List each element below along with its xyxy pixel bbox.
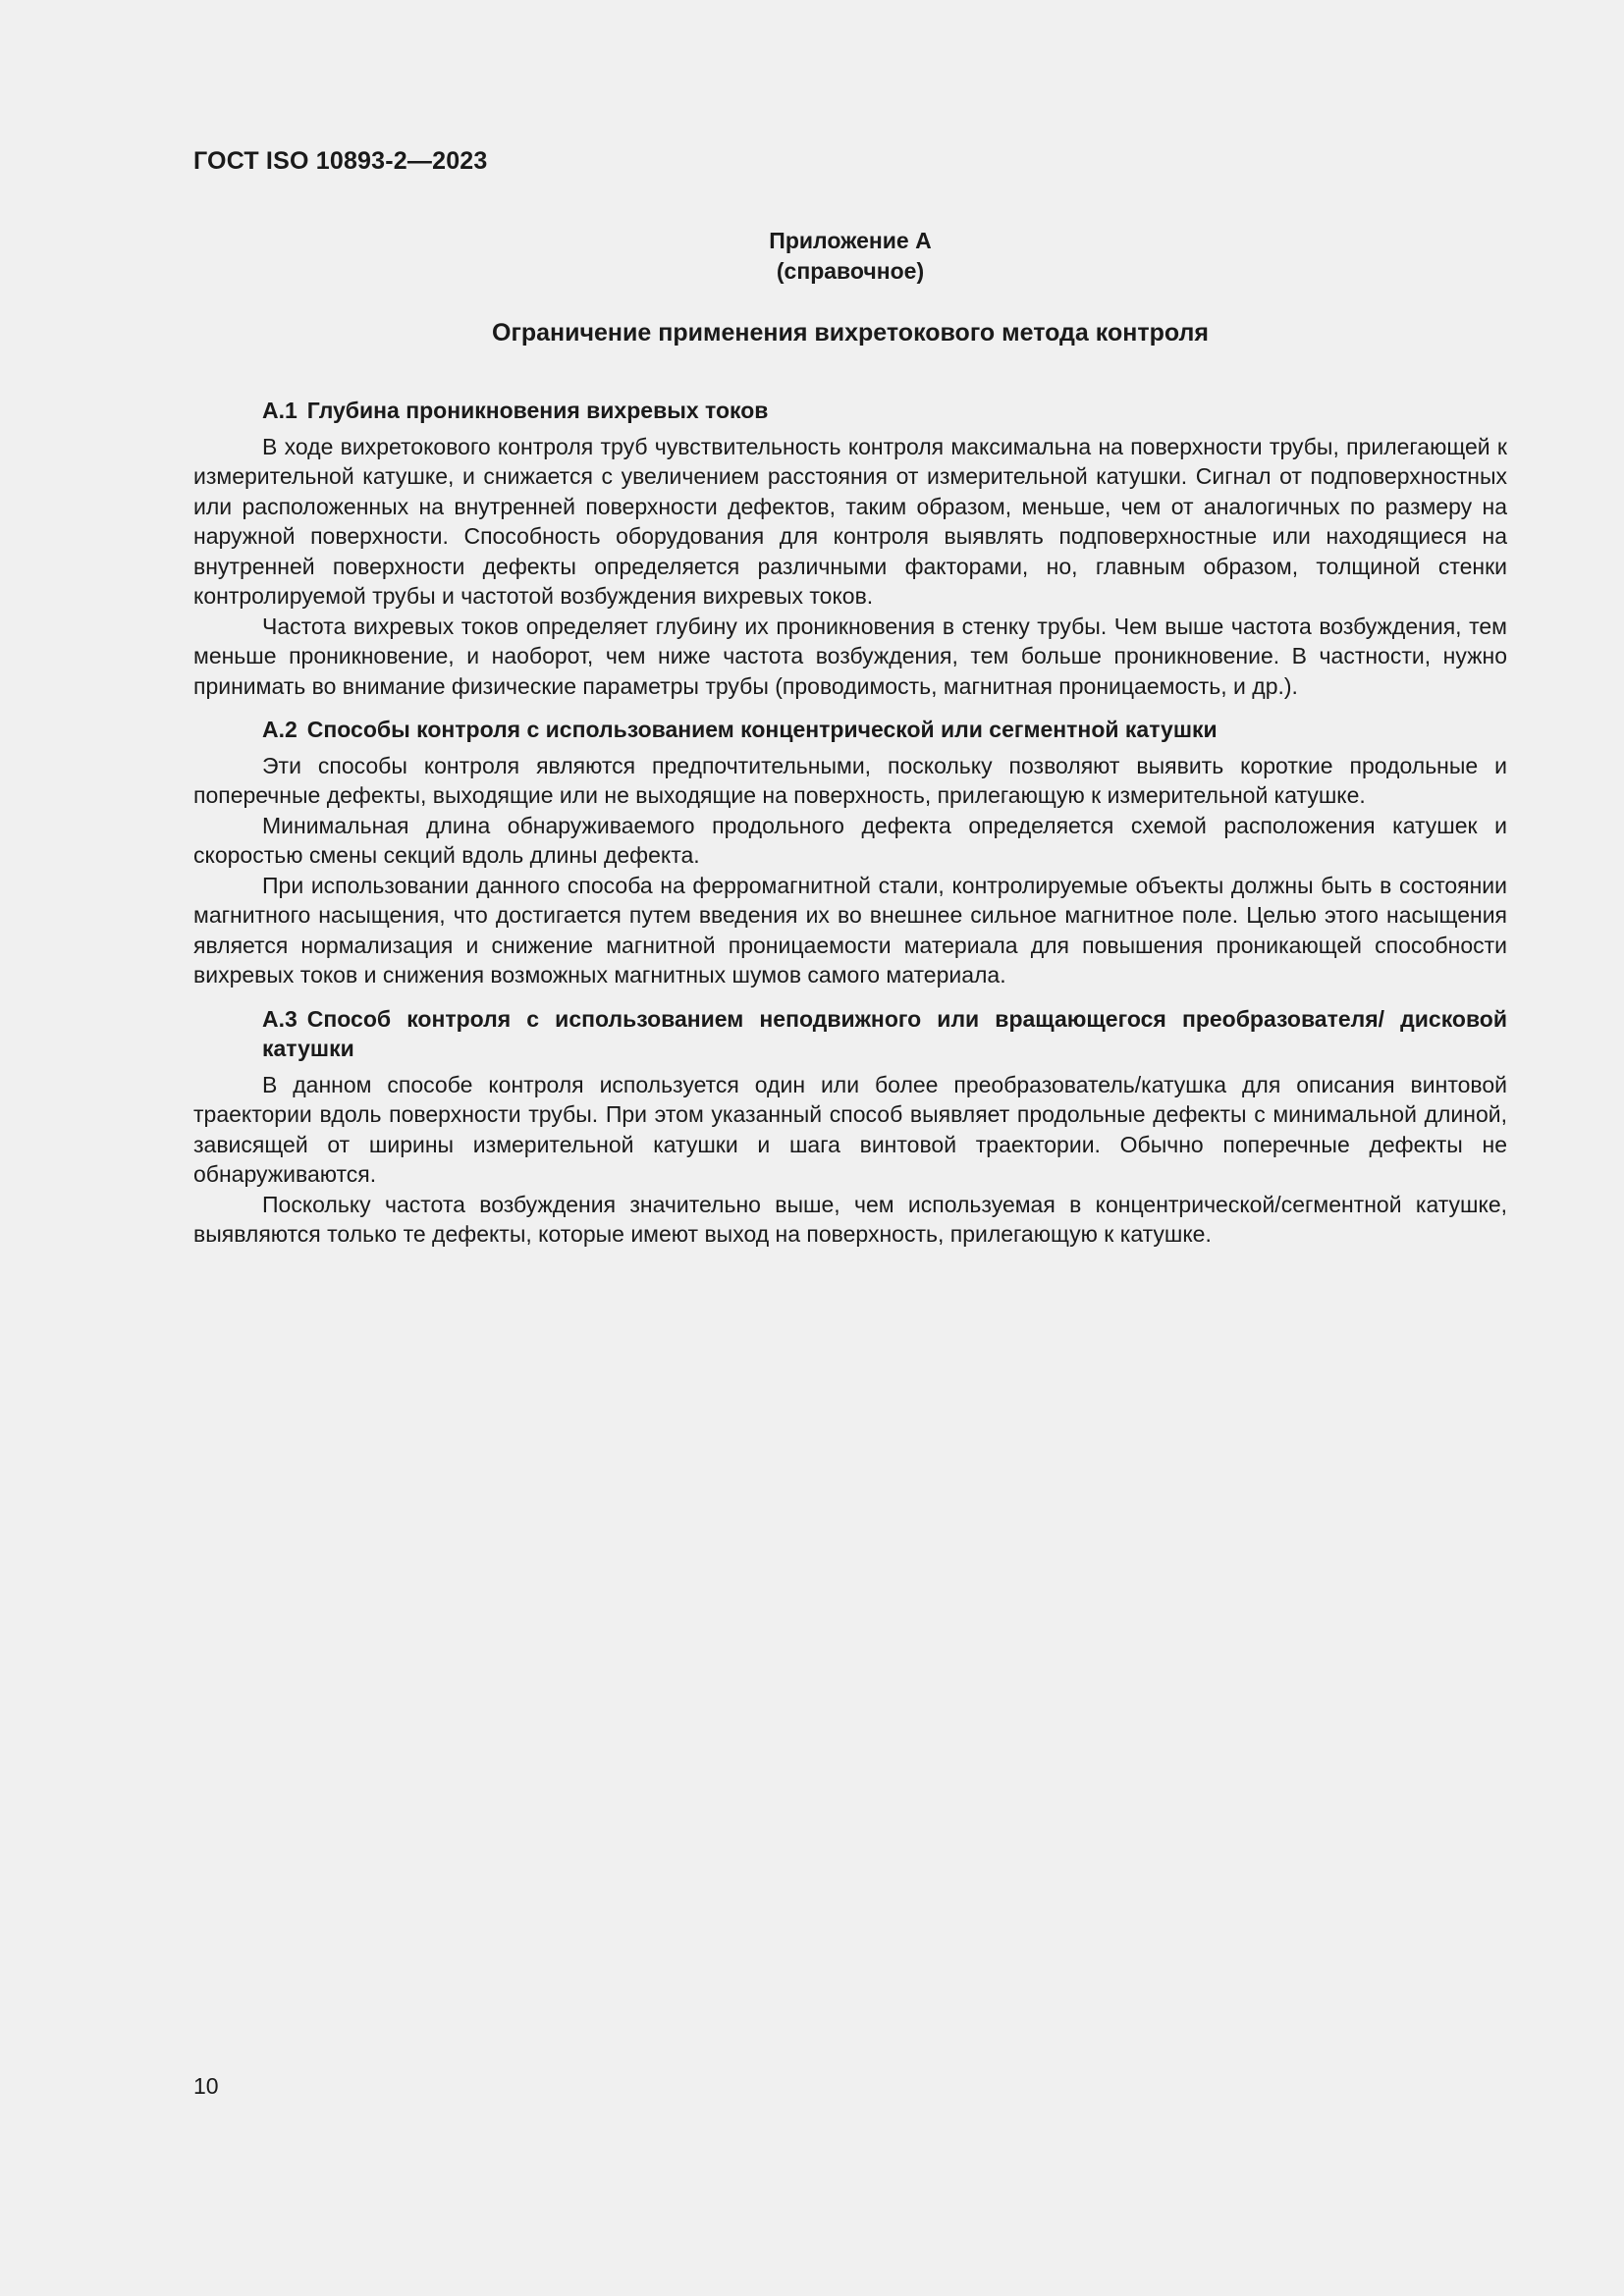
paragraph: Эти способы контроля являются предпочтительными, поскольку позволяют выявить короткие продольные и поперечные дефекты, выходящие или не выходящие на поверхность, прилегающую к измерительной катушке.	[193, 752, 1507, 808]
paragraph: Поскольку частота возбуждения значительно выше, чем используемая в концентрической/сегментной катушке, выявляются только те дефекты, которые имеют выход на поверхность, прилегающую к катушке.	[193, 1191, 1507, 1247]
annex-title: Ограничение применения вихретокового метода контроля	[492, 319, 1209, 347]
annex-label: Приложение А	[769, 228, 932, 253]
section-title: Глубина проникновения вихревых токов	[306, 398, 769, 423]
section-a3	[193, 1004, 1507, 1250]
section-number: А.3	[262, 1005, 298, 1032]
annex-status: (справочное)	[776, 258, 925, 284]
section-heading	[193, 715, 1507, 745]
section-number: А.2	[262, 717, 298, 742]
section-a1	[193, 396, 1507, 701]
paragraph: При использовании данного способа на ферромагнитной стали, контролируемые объекты должны быть в состоянии магнитного насыщения, что достигается путем введения их во внешнее сильное магнитное поле. Целью этого насыщения является нормализация и снижение магнитной проницаемости материала для повышения проникающей способности вихревых токов и снижения возможных магнитных шумов самого материала.	[193, 872, 1507, 988]
document-body	[193, 396, 1507, 1263]
paragraph: В ходе вихретокового контроля труб чувствительность контроля максимальна на поверхности трубы, прилегающей к измерительной катушке, и снижается с увеличением расстояния от измерительной катушки. Сигнал от подповерхностных или расположенных на внутренней поверхности дефектов, таким образом, меньше, чем от аналогичных по размеру на наружной поверхности. Способность оборудования для контроля выявлять подповерхностные или находящиеся на внутренней поверхности дефекты определяется различными факторами, но, главным образом, толщиной стенки контролируемой трубы и частотой возбуждения вихревых токов.	[193, 433, 1507, 609]
paragraph: Частота вихревых токов определяет глубину их проникновения в стенку трубы. Чем выше частота возбуждения, тем меньше проникновение, и наоборот, чем ниже частота возбуждения, тем больше проникновение. В частности, нужно принимать во внимание физические параметры трубы (проводимость, магнитная проницаемость, и др.).	[193, 613, 1507, 699]
document-code: ГОСТ ISO 10893-2—2023	[193, 147, 488, 175]
section-title: Способ контроля с использованием неподвижного или вращающегося преобразователя/ дисковой катушки	[262, 1005, 1507, 1061]
section-heading	[193, 1004, 1507, 1064]
paragraph: В данном способе контроля используется один или более преобразователь/катушка для описания винтовой траектории вдоль поверхности трубы. При этом указанный способ выявляет продольные дефекты с минимальной длиной, зависящей от ширины измерительной катушки и шага винтовой траектории. Обычно поперечные дефекты не обнаруживаются.	[193, 1071, 1507, 1187]
section-number: А.1	[262, 398, 298, 423]
section-a2	[193, 715, 1507, 990]
annex-heading	[193, 226, 1507, 287]
section-heading	[193, 396, 1507, 426]
section-title: Способы контроля с использованием концентрической или сегментной катушки	[306, 717, 1218, 742]
page-number: 10	[193, 2073, 219, 2099]
paragraph: Минимальная длина обнаруживаемого продольного дефекта определяется схемой расположения катушек и скоростью смены секций вдоль длины дефекта.	[193, 812, 1507, 868]
